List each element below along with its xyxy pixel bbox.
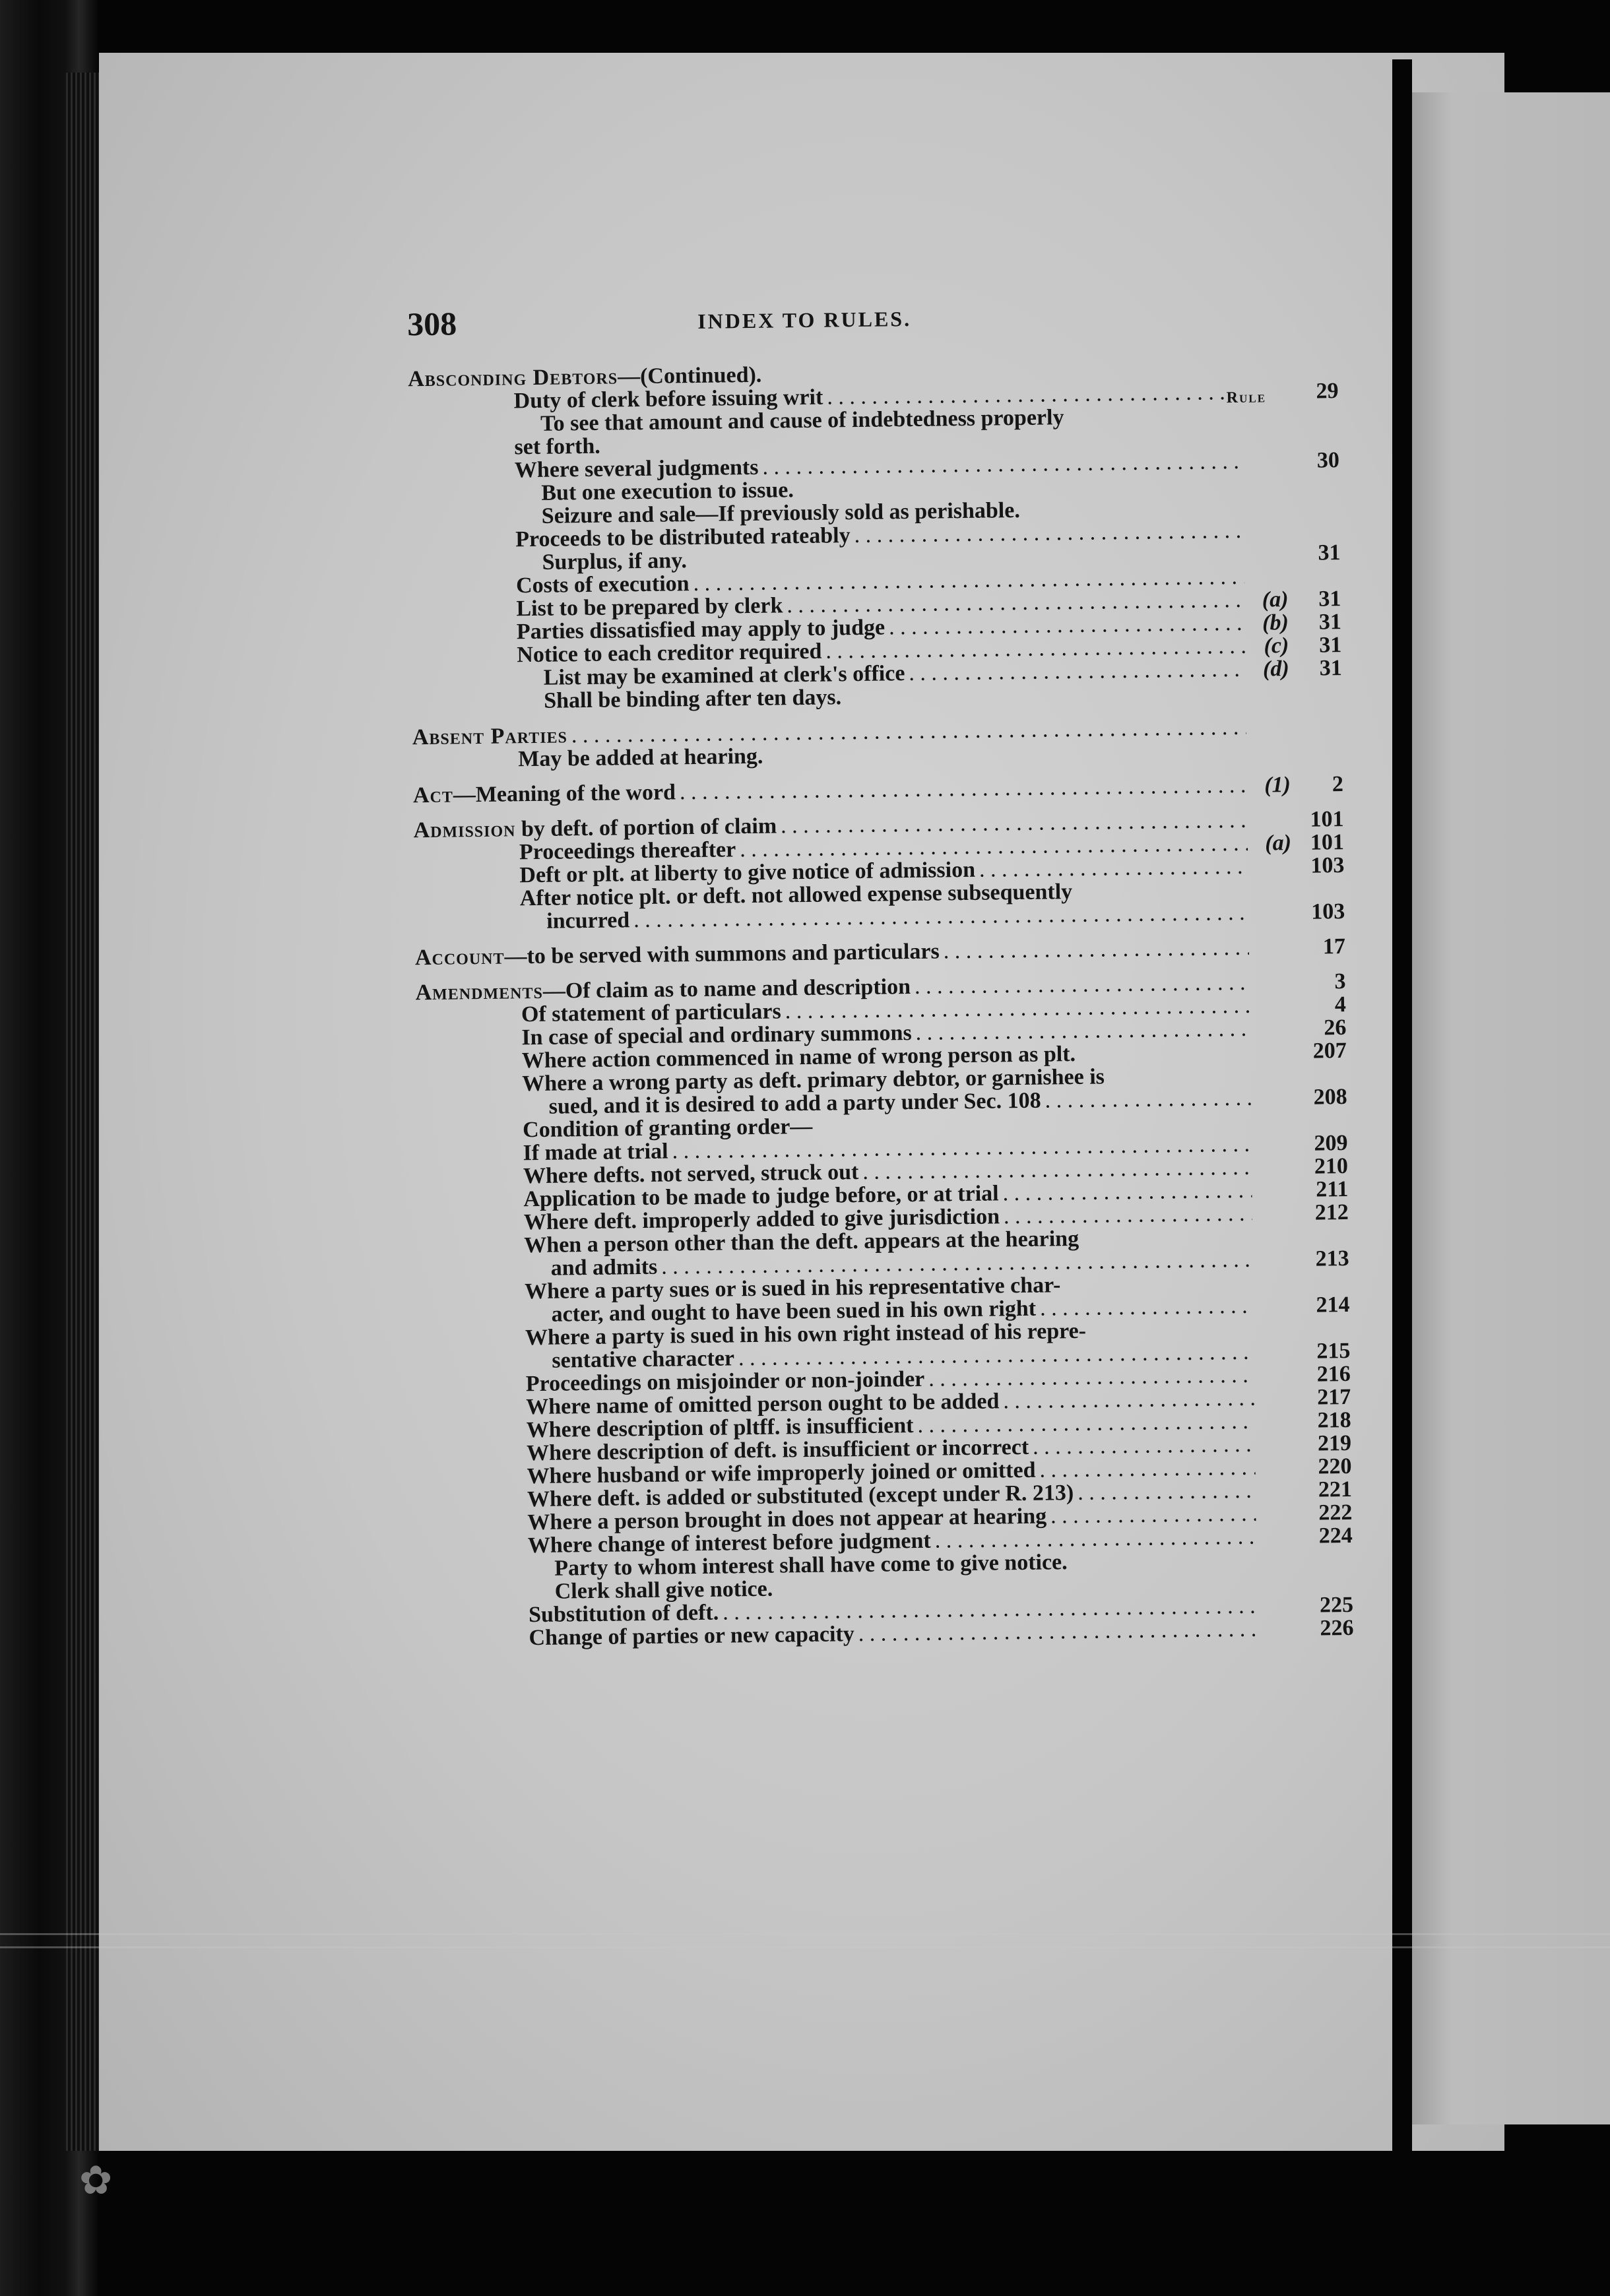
entry-text (413, 781, 676, 807)
entry-text (515, 456, 759, 482)
entry-heading-word: Admission (413, 817, 516, 843)
entry-description: Duty of clerk before issuing writ (513, 385, 823, 414)
dot-leader (1033, 1433, 1255, 1459)
entry-text (516, 572, 690, 597)
corner-smudge: ✿ (79, 2157, 113, 2204)
entry-rule-number: 213 (1315, 1246, 1349, 1271)
entry-description: Where action commenced in name of wrong person as plt. (521, 1041, 1076, 1073)
running-head: INDEX TO RULES. (697, 306, 912, 333)
entry-rule-number: 30 (1316, 448, 1340, 473)
entry-rule-number: 220 (1318, 1453, 1352, 1479)
entry-text (529, 1622, 854, 1649)
entry-rule-number: 26 (1324, 1015, 1347, 1040)
entry-text (523, 1140, 668, 1165)
entry-description: Where a party sues or is sued in his representative char- (524, 1273, 1061, 1304)
entry-description: May be added at hearing. (518, 744, 763, 772)
entry-subsection: (c) (1264, 633, 1289, 658)
entry-subsection: (d) (1262, 656, 1289, 682)
entry-description: List may be examined at clerk's office (543, 661, 905, 690)
entry-heading-word: Amendments (415, 978, 544, 1005)
entry-description: Where husband or wife improperly joined or omitted (527, 1457, 1036, 1489)
book-page (99, 53, 1504, 2151)
entry-description: —Of claim as to name and description (542, 974, 911, 1004)
entry-description: Proceedings thereafter (519, 837, 736, 865)
entry-description: sentative character (552, 1346, 735, 1373)
entry-rule-number: 208 (1313, 1084, 1347, 1110)
entry-description: Of statement of particulars (521, 999, 781, 1027)
entry-rule-number: 212 (1314, 1199, 1349, 1225)
page-content (99, 53, 1504, 2151)
entry-description: List to be prepared by clerk (516, 593, 783, 622)
entry-description: Where a party is sued in his own right instead of his repre- (525, 1318, 1087, 1351)
scan-artifact-line (0, 1946, 1610, 1948)
entry-rule-number: 214 (1316, 1292, 1350, 1318)
entry-description: Condition of granting order— (522, 1114, 813, 1143)
entry-rule-number: 4 (1334, 992, 1347, 1017)
entry-text (415, 940, 940, 970)
entry-rule-number: 101 (1310, 830, 1345, 855)
entry-subsection (1250, 761, 1290, 762)
entry-description: But one execution to issue. (541, 478, 794, 505)
entry-description: Where deft. is added or substituted (except under R. 213) (527, 1481, 1074, 1512)
entry-rule-number: 209 (1314, 1130, 1348, 1156)
entry-rule-number: 17 (1322, 934, 1346, 959)
entry-description: Clerk shall give notice. (554, 1576, 773, 1604)
entry-text (514, 435, 600, 459)
dot-leader (1003, 1387, 1254, 1413)
entry-rule-number: 217 (1316, 1384, 1351, 1410)
entry-description: and admits (550, 1254, 658, 1281)
entry-description: Seizure and sale—If previously sold as perishable. (541, 497, 1021, 528)
index-heading-entry (415, 935, 1345, 969)
entry-description: After notice plt. or deft. not allowed expense subsequently (519, 879, 1073, 911)
entry-text (552, 1347, 734, 1372)
entry-description: —(Continued). (617, 362, 762, 389)
dot-leader (1078, 1479, 1256, 1504)
entry-description: Surplus, if any. (542, 548, 688, 575)
entry-rule-number: 226 (1320, 1615, 1354, 1641)
entry-description: by deft. of portion of claim (515, 813, 777, 842)
page-header (407, 294, 1332, 358)
entry-description: —Meaning of the word (453, 780, 676, 808)
entry-rule-number: 31 (1318, 587, 1341, 612)
entry-heading-word: Account (414, 944, 505, 971)
entry-description: Where deft. improperly added to give jurisdiction (523, 1204, 1000, 1235)
entry-subsection: (b) (1262, 610, 1289, 635)
entry-rule-number: 3 (1334, 969, 1346, 994)
entry-subsection (1250, 703, 1289, 704)
entry-rule-number: 219 (1317, 1430, 1352, 1456)
entry-heading-word: Absconding Debtors (408, 364, 618, 392)
page-number: 308 (406, 305, 457, 343)
entry-rule-number: 31 (1319, 633, 1342, 658)
entry-text (518, 745, 763, 771)
entry-rule-number: 2 (1332, 772, 1344, 797)
entry-description: Where a person brought in does not appear at hearing (527, 1504, 1047, 1535)
entry-rule-number: 103 (1310, 899, 1345, 924)
entry-description: Change of parties or new capacity (529, 1622, 855, 1651)
entry-subsection: (a) (1262, 587, 1289, 612)
entry-description: Deft or plt. at liberty to give notice of admission (519, 857, 976, 888)
entry-text (519, 838, 736, 864)
dot-leader (1004, 1202, 1252, 1228)
dot-leader (858, 1618, 1258, 1645)
entry-description: Proceedings on misjoinder or non-joinder (525, 1366, 925, 1397)
entry-description: sued, and it is desired to add a party under Sec. 108 (548, 1088, 1041, 1119)
entry-rule-number: 215 (1316, 1338, 1351, 1364)
gutter-shadow (1392, 59, 1412, 2151)
entry-rule-number: 29 (1316, 379, 1339, 404)
index-heading-entry (413, 773, 1343, 807)
entry-description: Where name of omitted person ought to be added (526, 1389, 1000, 1420)
dot-leader (680, 774, 1247, 804)
dot-leader (935, 1525, 1256, 1552)
entry-text (550, 1256, 657, 1280)
entry-description: Costs of execution (515, 571, 690, 598)
entry-rule-number: 31 (1318, 610, 1342, 635)
entry-rule-number: 207 (1312, 1038, 1347, 1064)
entry-description: set forth. (514, 433, 601, 460)
entry-description: Where change of interest before judgment (527, 1528, 931, 1558)
dot-leader (1050, 1502, 1256, 1528)
entry-description: incurred (546, 908, 630, 934)
dot-leader (1002, 1179, 1252, 1205)
rule-column-label: Rule (1226, 389, 1267, 407)
entry-text (554, 1578, 773, 1603)
dot-leader (1039, 1456, 1255, 1482)
entry-description: When a person other than the deft. appears at the hearing (524, 1226, 1079, 1258)
entry-description: Where defts. not served, struck out (523, 1160, 859, 1189)
entry-description: acter, and ought to have been sued in his own right (551, 1296, 1037, 1327)
entry-description: —to be served with summons and particulars (504, 939, 940, 969)
entry-text (523, 1115, 813, 1141)
entry-rule-number: 31 (1318, 540, 1341, 565)
entry-rule-number: 101 (1310, 807, 1344, 832)
entry-subsection (1262, 1640, 1301, 1641)
entry-description: Where several judgments (514, 455, 759, 483)
entry-heading-word: Absent Parties (412, 723, 568, 750)
scan-artifact-line (0, 1933, 1610, 1935)
entry-subsection: (a) (1265, 830, 1292, 856)
entry-description: Shall be binding after ten days. (543, 685, 842, 713)
index-entries (408, 356, 1354, 1651)
entry-description: To see that amount and cause of indebtedness properly (540, 405, 1064, 436)
entry-rule-number: 222 (1318, 1500, 1353, 1525)
entry-text (529, 1601, 719, 1627)
dot-leader (1045, 1087, 1250, 1112)
entry-rule-number: 211 (1315, 1176, 1349, 1202)
entry-description: Party to whom interest shall have come to give notice. (554, 1550, 1068, 1581)
entry-rule-number: 225 (1319, 1592, 1354, 1618)
entry-rule-number: 31 (1319, 656, 1342, 681)
entry-description: Parties dissatisfied may apply to judge (516, 615, 886, 645)
entry-text (542, 549, 687, 574)
entry-description: Where description of deft. is insufficient or incorrect (526, 1434, 1029, 1466)
entry-description: Substitution of deft. (528, 1600, 719, 1628)
dot-leader (928, 1364, 1254, 1391)
entry-description: Where description of pltff. is insufficient (526, 1413, 914, 1443)
entry-heading-word: Act (412, 782, 454, 808)
entry-text (544, 686, 841, 713)
entry-rule-number: 210 (1314, 1153, 1349, 1179)
entry-rule-number: 218 (1317, 1407, 1351, 1433)
entry-description: In case of special and ordinary summons (521, 1021, 912, 1050)
entry-text (546, 909, 629, 933)
entry-subsection: (1) (1264, 772, 1291, 798)
entry-description: Proceeds to be distributed rateably (515, 523, 851, 552)
dot-leader (1040, 1294, 1254, 1320)
entry-rule-number: 103 (1310, 852, 1345, 878)
entry-description: Where a wrong party as deft. primary debtor, or garnishee is (522, 1064, 1105, 1097)
facing-page-edge (1412, 92, 1610, 2124)
entry-description: Notice to each creditor required (517, 639, 822, 668)
entry-description: If made at trial (523, 1139, 668, 1166)
dot-leader (979, 855, 1248, 881)
dot-leader (943, 936, 1249, 963)
entry-description: Application to be made to judge before, or at trial (523, 1181, 999, 1212)
entry-text (412, 724, 567, 749)
entry-rule-number: 221 (1318, 1477, 1353, 1502)
entry-rule-number: 216 (1316, 1361, 1351, 1387)
entry-rule-number: 224 (1318, 1523, 1353, 1548)
